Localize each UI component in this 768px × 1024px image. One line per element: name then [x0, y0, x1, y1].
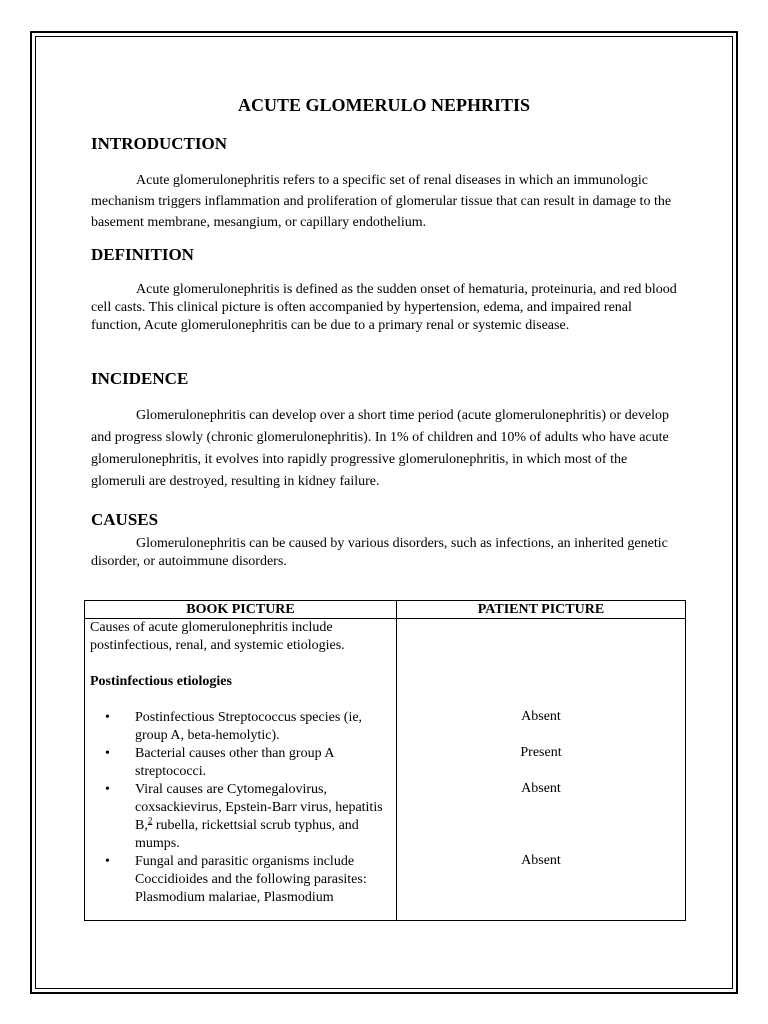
header-book-picture: BOOK PICTURE	[85, 601, 397, 619]
table-row	[85, 619, 686, 921]
causes-intro: Causes of acute glomerulonephritis include postinfectious, renal, and systemic etiologies.	[90, 620, 345, 653]
list-item: • Fungal and parasitic organisms include Coccidioides and the following parasites: Plasmodium malariae, Plasmodium	[90, 853, 391, 907]
patient-value: Absent	[521, 781, 561, 796]
heading-incidence: INCIDENCE	[91, 369, 189, 388]
list-item: • Bacterial causes other than group A streptococci.	[90, 745, 391, 781]
book-picture-cell	[85, 619, 397, 921]
patient-picture-cell	[397, 619, 686, 921]
list-item: • Viral causes are Cytomegalovirus, coxsackievirus, Epstein-Barr virus, hepatitis B,$^2$ rubella, rickettsial scrub typhus, and mumps.	[90, 781, 391, 853]
patient-value: Absent	[521, 853, 561, 868]
table-header-row	[85, 601, 686, 619]
paragraph-introduction: Acute glomerulonephritis refers to a specific set of renal diseases in which an immunologic mechanism triggers inflammation and proliferation of glomerular tissue that can result in damage to the basement membrane, mesangium, or capillary endothelium.	[91, 173, 672, 230]
patient-value: Absent	[521, 709, 561, 724]
patient-value: Present	[520, 745, 562, 760]
footnote-reference[interactable]: 2	[147, 815, 153, 826]
list-item: • Postinfectious Streptococcus species (ie, group A, beta-hemolytic).	[90, 709, 391, 745]
postinfectious-subheading: Postinfectious etiologies	[90, 674, 232, 689]
heading-introduction: INTRODUCTION	[91, 134, 228, 153]
document-title: ACUTE GLOMERULO NEPHRITIS	[237, 95, 531, 115]
header-patient-picture: PATIENT PICTURE	[397, 601, 686, 619]
heading-definition: DEFINITION	[91, 245, 194, 264]
causes-table	[84, 600, 686, 921]
causes-list	[90, 709, 391, 907]
paragraph-causes: Glomerulonephritis can be caused by various disorders, such as infections, an inherited genetic disorder, or autoimmune disorders.	[91, 536, 668, 569]
paragraph-definition: Acute glomerulonephritis is defined as the sudden onset of hematuria, proteinuria, and red blood cell casts. This clinical picture is often accompanied by hypertension, edema, and impaired renal function, Acute glomerulonephritis can be due to a primary renal or systemic disease.	[91, 282, 677, 333]
heading-causes: CAUSES	[91, 510, 159, 529]
paragraph-incidence: Glomerulonephritis can develop over a short time period (acute glomerulonephritis) or develop and progress slowly (chronic glomerulonephritis). In 1% of children and 10% of adults who have acute glomerulonephritis, it evolves into rapidly progressive glomerulonephritis, in which most of the glomeruli are destroyed, resulting in kidney failure.	[91, 408, 670, 489]
